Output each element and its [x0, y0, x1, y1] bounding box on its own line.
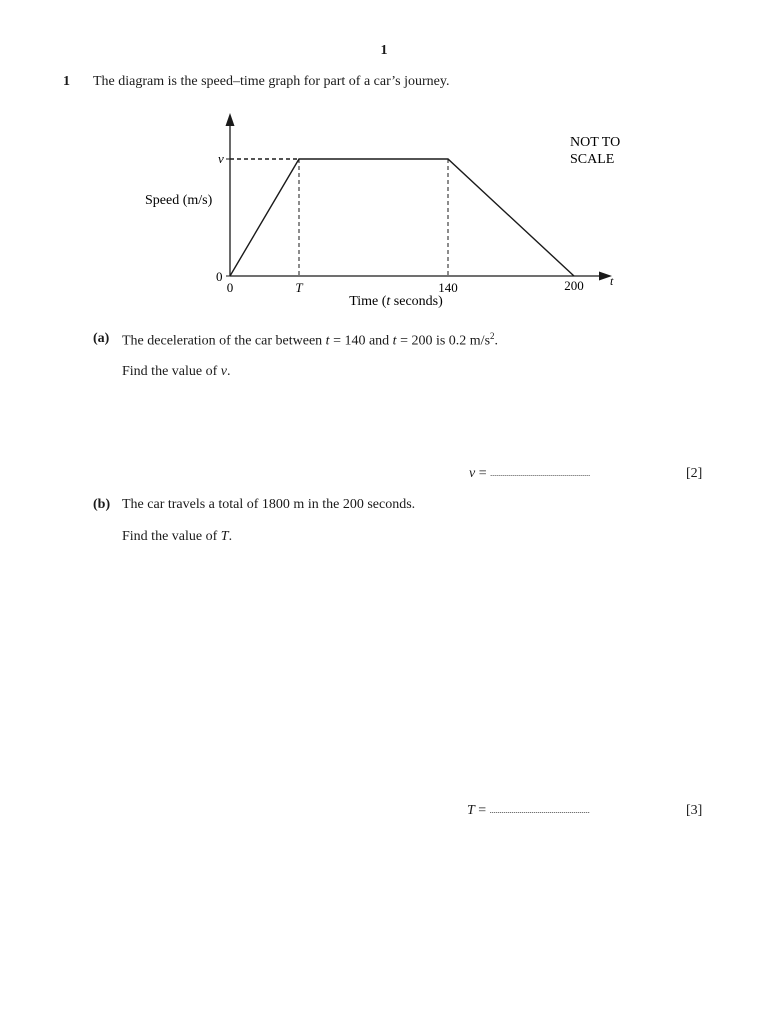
y-axis-label: Speed (m/s) — [145, 193, 213, 208]
not-to-scale-line1: NOT TO — [570, 135, 621, 150]
part-b-line1: The car travels a total of 1800 m in the 200 seconds. — [122, 497, 416, 512]
speed-time-graph — [0, 0, 768, 330]
x-axis-label: Time (t seconds) — [349, 294, 443, 309]
part-a-answer-line: v = .................................................. — [469, 466, 591, 481]
part-b-marks: [3] — [686, 803, 703, 818]
x-label-140: 140 — [438, 280, 458, 295]
not-to-scale-line2: SCALE — [570, 152, 615, 167]
part-b-letter: (b) — [93, 497, 111, 512]
question-number: 1 — [63, 74, 70, 89]
part-a-letter: (a) — [93, 331, 110, 346]
y-label-v: v — [218, 151, 224, 166]
speed-curve — [230, 159, 574, 276]
part-a-line1: The deceleration of the car between t = 140 and t = 200 is 0.2 $m/s^2$. — [122, 331, 499, 349]
part-a-line2: Find the value of v. — [122, 364, 231, 379]
x-axis-var: t — [610, 274, 614, 288]
page-number: 1 — [380, 43, 388, 58]
part-a-answer-blank[interactable]: .................................................. — [490, 469, 591, 478]
y-axis-arrowhead — [226, 113, 235, 126]
x-label-200: 200 — [564, 278, 584, 293]
y-label-zero: 0 — [216, 269, 223, 284]
part-b-line2: Find the value of T. — [122, 529, 233, 544]
x-label-zero: 0 — [226, 280, 234, 295]
part-b-answer-line: T = .................................................. — [467, 803, 590, 818]
part-a-marks: [2] — [686, 466, 703, 481]
part-b-answer-blank[interactable]: .................................................. — [489, 806, 590, 815]
question-text: The diagram is the speed–time graph for part of a car’s journey. — [93, 74, 450, 89]
x-label-T: T — [295, 280, 303, 295]
